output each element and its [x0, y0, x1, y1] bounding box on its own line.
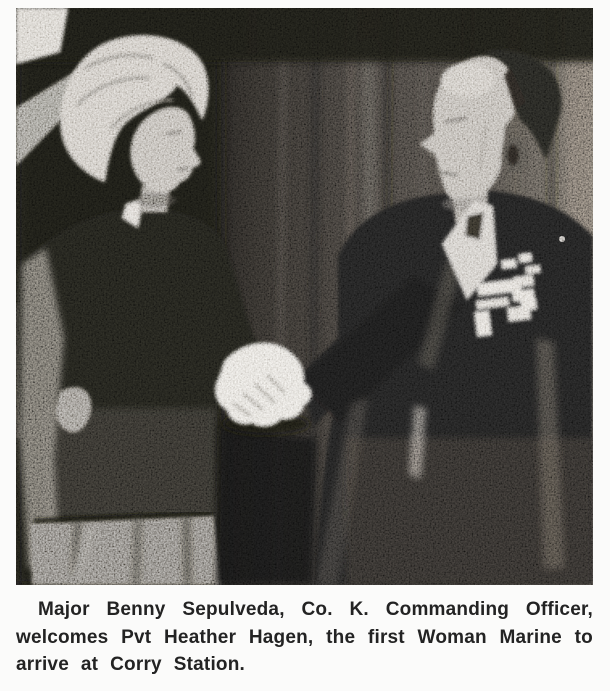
caption-line-2: welcomes Pvt Heather Hagen, the first Woman Marine to [16, 626, 593, 648]
caption-line-1: Major Benny Sepulveda, Co. K. Commanding Officer, [38, 599, 593, 620]
photo-illustration [16, 8, 593, 585]
photo-caption [16, 596, 593, 679]
news-photo [16, 8, 593, 585]
grain-overlay-dark [16, 8, 593, 585]
caption-line-3: arrive at Corry Station. [16, 654, 246, 675]
